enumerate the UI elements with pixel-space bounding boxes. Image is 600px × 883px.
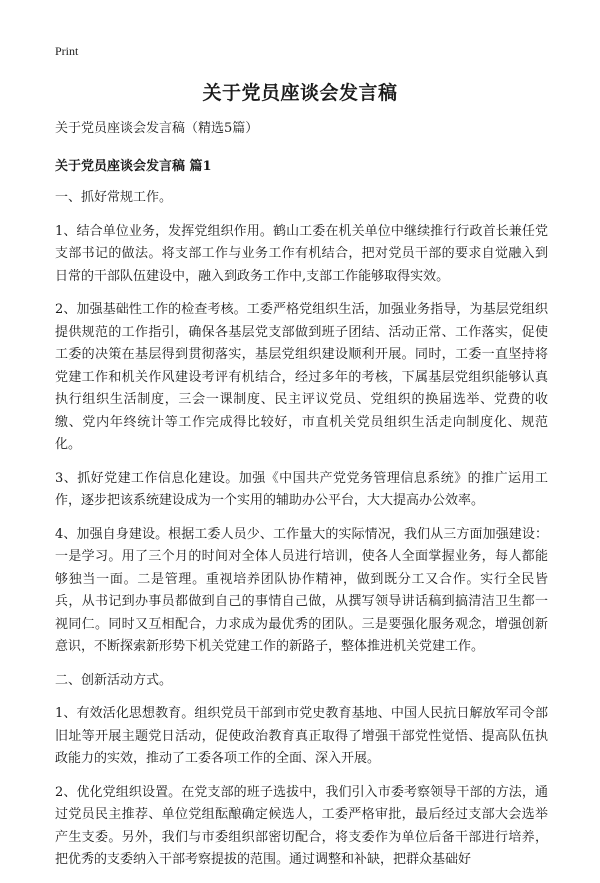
document-subtitle: 关于党员座谈会发言稿（精选5篇） <box>55 121 259 136</box>
heading-routine-work: 一、抓好常规工作。 <box>55 190 173 205</box>
paragraph: 4、加强自身建设。根据工委人员少、工作量大的实际情况，我们从三方面加强建设：一是学习。用了三个月的时间对全体人员进行培训，使各人全面掌握业务，每人都能够独当一面。二是管理。重视培养团队协作精神，做到既分工又合作。实行全民皆兵，从书记到办事员都做到自己的事情自己做，从撰写领导讲话稿到搞清洁卫生都一视同仁。同时又互相配合，力求成为最优秀的团队。三是要强化服务观念，增强创新意识，不断探索新形势下机关党建工作的新路子，整体推进机关党建工作。 <box>55 526 548 654</box>
heading-innovation: 二、创新活动方式。 <box>55 672 173 688</box>
paragraph: 2、优化党组织设置。在党支部的班子选拔中，我们引入市委考察领导干部的方法，通过党员民主推荐、单位党组酝酿确定候选人，工委严格审批，最后经过支部大会选举产生支委。另外，我们与市委组织部密切配合，将支委作为单位后备干部进行培养，把优秀的支委纳入干部考察提拔的范围。通过调整和补缺，把群众基础好 <box>55 784 548 867</box>
paragraph: 3、抓好党建工作信息化建设。加强《中国共产党党务管理信息系统》的推广运用工作，逐步把该系统建设成为一个实用的辅助办公平台，大大提高办公效率。 <box>55 470 548 508</box>
document-body <box>55 118 548 883</box>
paragraph: 2、加强基础性工作的检查考核。工委严格党组织生活，加强业务指导，为基层党组织提供规范的工作指引，确保各基层党支部做到班子团结、活动正常、工作落实，促使工委的决策在基层得到贯彻落实，基层党组织建设顺利开展。同时，工委一直坚持将党建工作和机关作风建设考评有机结合，经过多年的考核，下属基层党组织能够认真执行组织生活制度，三会一课制度、民主评议党员、党组织的换届选举、党费的收缴、党内年终统计等工作完成得比较好，市直机关党员组织生活走向制度化、规范化。 <box>55 302 548 452</box>
paragraph: 1、结合单位业务，发挥党组织作用。鹤山工委在机关单位中继续推行行政首长兼任党支部书记的做法。将支部工作与业务工作有机结合，把对党员干部的要求自觉融入到日常的干部队伍建设中，融入到政务工作中,支部工作能够取得实效。 <box>55 223 548 284</box>
paragraph: 1、有效活化思想教育。组织党员干部到市党史教育基地、中国人民抗日解放军司令部旧址等开展主题党日活动，促使政治教育真正取得了增强干部党性觉悟、提高队伍执政能力的实效，推动了工委各项工作的全面、深入开展。 <box>55 706 548 766</box>
page-title: 关于党员座谈会发言稿 <box>202 82 398 104</box>
section-heading: 关于党员座谈会发言稿 篇1 <box>55 158 212 174</box>
print-link[interactable]: Print <box>55 44 79 58</box>
